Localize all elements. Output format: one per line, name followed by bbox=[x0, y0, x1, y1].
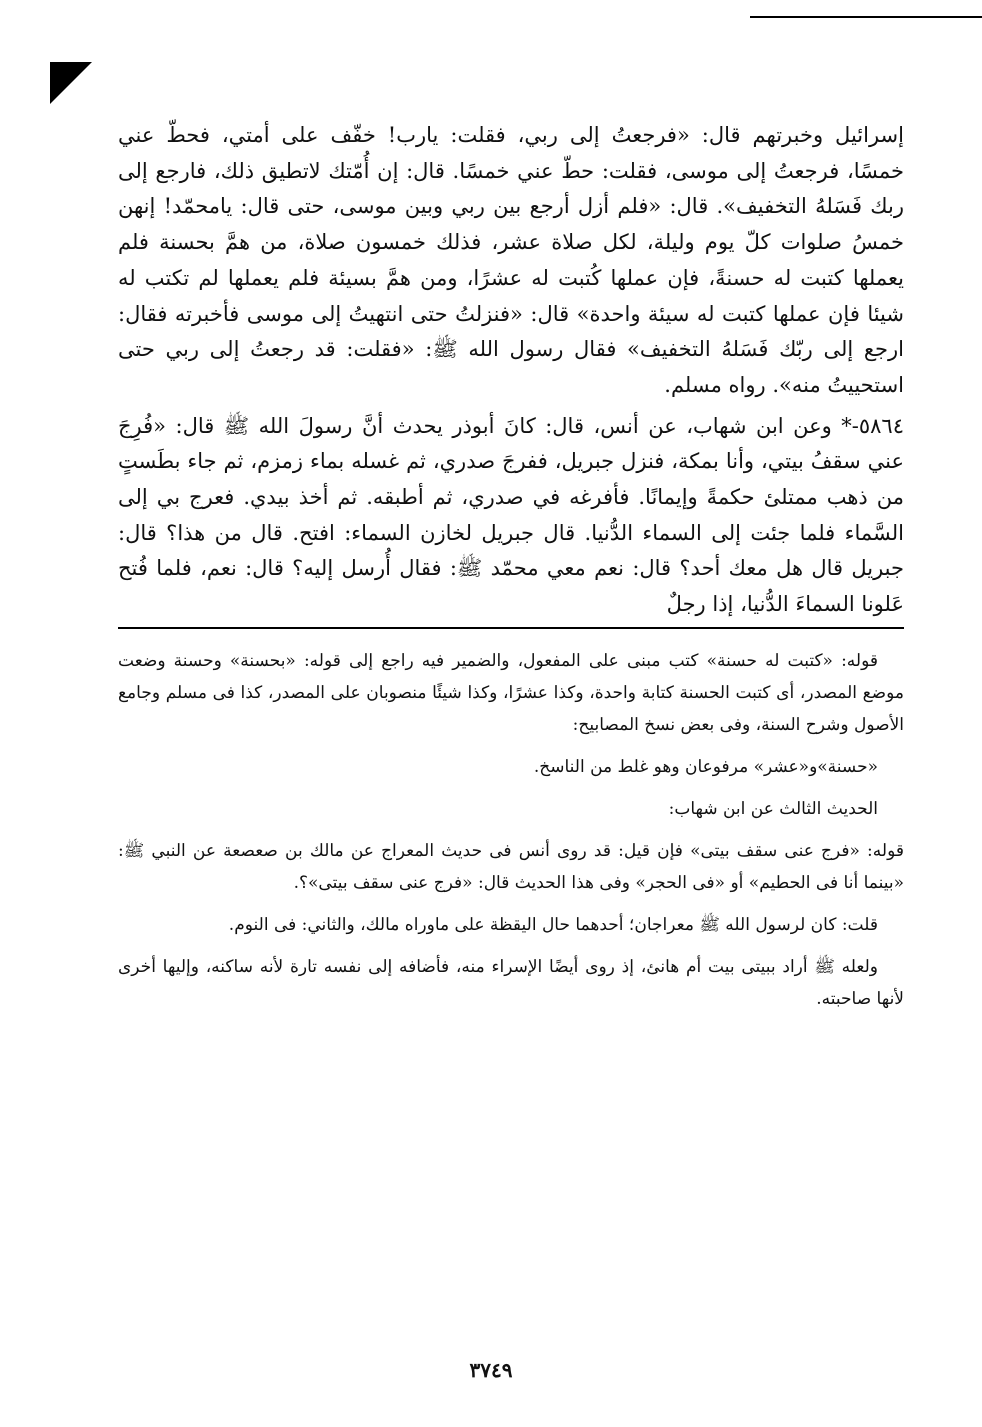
footnote-paragraph: «حسنة»و«عشر» مرفوعان وهو غلط من الناسخ. bbox=[533, 756, 878, 777]
footnote-paragraph: قوله: «كتبت له حسنة» كتب مبنى على المفعول، والضمير فيه راجع إلى قوله: «بحسنة» وحسنة وضعت موضع المصدر، أى كتبت الحسنة كتابة واحدة، وكذا عشرًا، وكذا شيئًا منصوبان على المصدر، كذا فى مسلم وجامع الأصول وشرح السنة، وفى بعض نسخ المصابيح: bbox=[118, 650, 904, 735]
footnote-paragraph: قوله: «فرج عنى سقف بيتى» فإن قيل: قد روى أنس فى حديث المعراج عن مالك بن صعصعة عن النبي ﷺ: «بينما أنا فى الحطيم» أو «فى الحجر» وفى هذا الحديث قال: «فرج عنى سقف بيتى»؟. bbox=[118, 840, 904, 893]
footnote-paragraph: قلت: كان لرسول الله ﷺ معراجان؛ أحدهما حال اليقظة على ماوراه مالك، والثاني: فى النوم. bbox=[228, 914, 878, 935]
main-text bbox=[118, 118, 904, 623]
hadith-paragraph-5864: ٥٨٦٤-* وعن ابن شهاب، عن أنس، قال: كانَ أبوذر يحدث أنَّ رسولَ الله ﷺ قال: «فُرِجَ عني سقفُ بيتي، وأنا بمكة، فنزل جبريل، ففرجَ صدري، ثم غسله بماء زمزم، ثم جاء بطَستٍ من ذهب ممتلئ حكمةً وإيمانًا. فأفرغه في صدري، ثم أطبقه. ثم أخذ بيدي. فعرج بي إلى السَّماء فلما جئت إلى السماء الدُّنيا. قال جبريل لخازن السماء: افتح. قال من هذا؟ قال: جبريل قال هل معك أحد؟ قال: نعم معي محمّد ﷺ: فقال أُرسل إليه؟ قال: نعم، فلما فُتح عَلونا السماءَ الدُّنيا، إذا رجلٌ bbox=[118, 413, 904, 617]
footnote-divider bbox=[118, 627, 904, 629]
hadith-paragraph-continued: إسرائيل وخبرتهم قال: «فرجعتُ إلى ربي، فقلت: يارب! خفّف على أمتي، فحطّ عني خمسًا، فرجعتُ إلى موسى، فقلت: حطّ عني خمسًا. قال: إن أُمّتك لاتطيق ذلك، فارجع إلى ربك فَسَلهُ التخفيف». قال: «فلم أزل أرجع بين ربي وبين موسى، حتى قال: يامحمّد! إنهن خمسُ صلوات كلّ يوم وليلة، لكل صلاة عشر، فذلك خمسون صلاة، من همَّ بحسنة فلم يعملها كتبت له حسنةً، فإن عملها كُتبت له عشرًا، ومن همَّ بسيئة فلم يعملها لم تكتب له شيئا فإن عملها كتبت له سيئة واحدة» قال: «فنزلتُ حتى انتهيتُ إلى موسى فأخبرته فقال: ارجع إلى ربّك فَسَلهُ التخفيف» فقال رسول الله ﷺ: «فقلت: قد رجعتُ إلى ربي حتى استحييتُ منه». رواه مسلم. bbox=[118, 123, 904, 397]
footnotes-section bbox=[118, 645, 904, 1015]
corner-triangle-mark bbox=[50, 62, 92, 104]
page-content bbox=[118, 118, 904, 1025]
page-number: ٣٧٤٩ bbox=[469, 1358, 513, 1382]
footnote-paragraph: الحديث الثالث عن ابن شهاب: bbox=[668, 798, 878, 819]
footnote-paragraph: ولعله ﷺ أراد ببيتى بيت أم هانئ، إذ روى أيضًا الإسراء منه، فأضافه إلى نفسه تارة لأنه ساكنه، وإليها أخرى لأنها صاحبته. bbox=[118, 956, 904, 1009]
header-rule bbox=[750, 16, 982, 18]
